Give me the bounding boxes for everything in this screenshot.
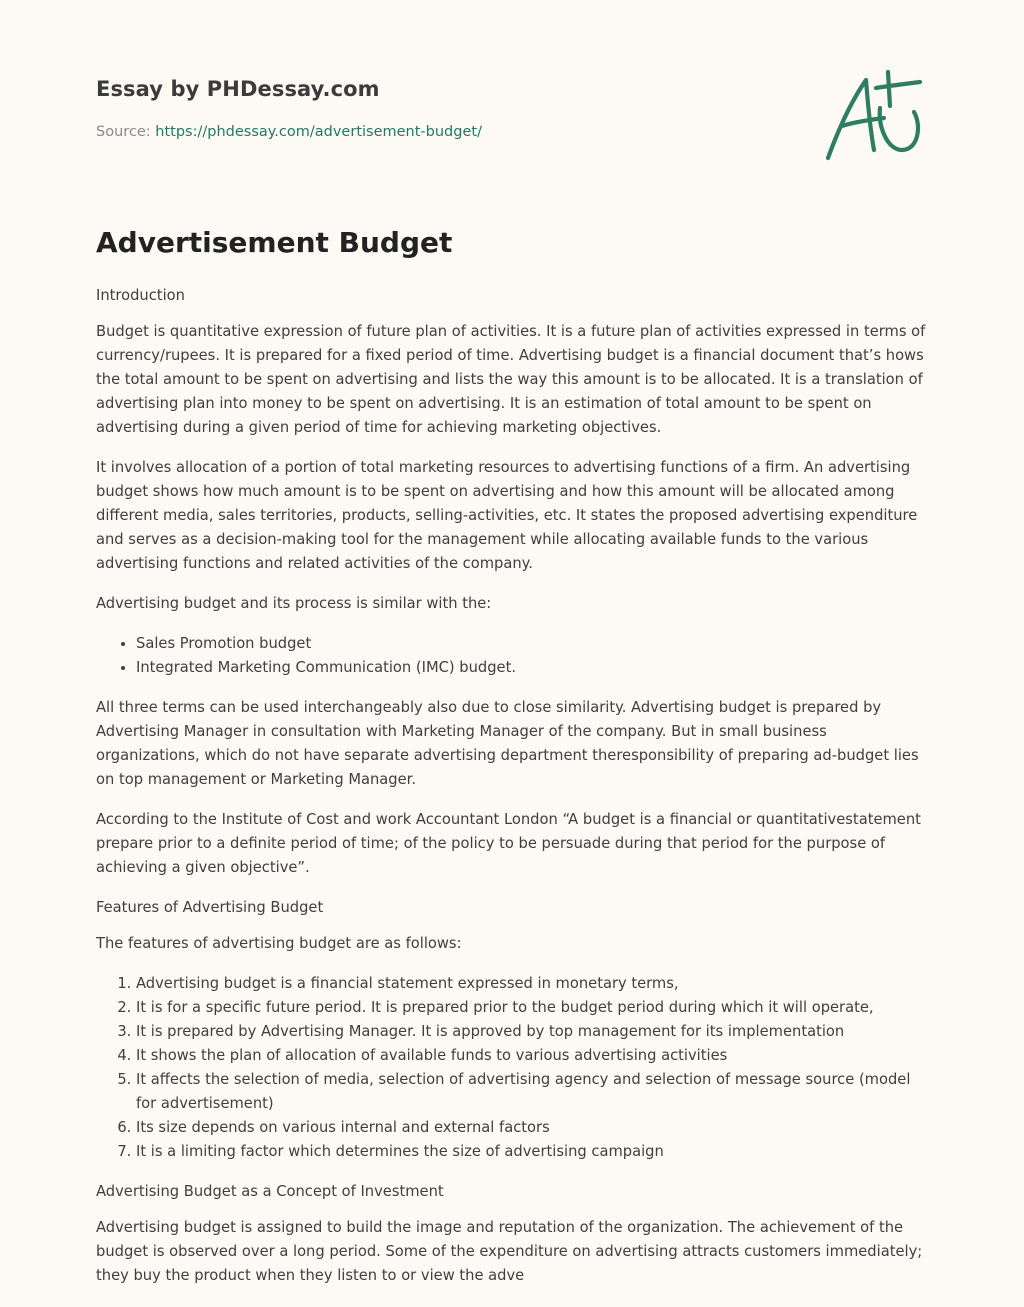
source-link[interactable]: https://phdessay.com/advertisement-budget/ (155, 124, 482, 140)
paragraph: According to the Institute of Cost and work Accountant London “A budget is a financial or quantitativestatement prepare prior to a definite period of time; of the policy to be persuade during that period for the purpose of achieving a given objective”. (96, 811, 921, 876)
paragraph: Advertising budget and its process is similar with the: (96, 595, 492, 612)
list-item: • Sales Promotion budget (136, 632, 930, 656)
paragraph: Budget is quantitative expression of future plan of activities. It is a future plan of activities expressed in terms of currency/rupees. It is prepared for a fixed period of time. Advertising budget is a financial document that’s hows the total amount to be spent on advertising and lists the way this amount is to be allocated. It is a translation of advertising plan into money to be spent on advertising. It is an estimation of total amount to be spent on advertising during a given period of time for achieving marketing objectives. (96, 323, 926, 436)
features-heading: Features of Advertising Budget (96, 899, 324, 916)
paragraph: Advertising budget is assigned to build the image and reputation of the organization. The achievement of the budget is observed over a long period. Some of the expenditure on advertising attracts customers immediately; they buy the product when they listen to or view the adve (96, 1219, 923, 1284)
list-item: 3. It is prepared by Advertising Manager. It is approved by top management for its implementation (136, 1020, 930, 1044)
investment-heading: Advertising Budget as a Concept of Investment (96, 1183, 444, 1200)
list-item: 7. It is a limiting factor which determines the size of advertising campaign (136, 1140, 930, 1164)
essay-page (96, 0, 930, 1284)
source-label: Source: (96, 124, 156, 140)
page-header (96, 0, 930, 259)
intro-heading: Introduction (96, 287, 185, 304)
similar-budgets-list (96, 632, 930, 680)
article-body (96, 284, 930, 1304)
article-title: Advertisement Budget (96, 226, 453, 259)
features-list (96, 972, 930, 1164)
source-line (96, 124, 482, 140)
list-item: 5. It affects the selection of media, selection of advertising agency and selection of message source (model for advertisement) (136, 1068, 930, 1116)
site-title: Essay by PHDessay.com (96, 77, 380, 101)
list-item: 2. It is for a specific future period. It is prepared prior to the budget period during which it will operate, (136, 996, 930, 1020)
paragraph: All three terms can be used interchangeably also due to close similarity. Advertising budget is prepared by Advertising Manager in consultation with Marketing Manager of the company. But in small business organizations, which do not have separate advertising department theresponsibility of preparing ad-budget lies on top management or Marketing Manager. (96, 699, 919, 788)
list-item: 6. Its size depends on various internal and external factors (136, 1116, 930, 1140)
list-item: 4. It shows the plan of allocation of available funds to various advertising activities (136, 1044, 930, 1068)
paragraph: The features of advertising budget are as follows: (96, 935, 462, 952)
a-plus-logo-icon (818, 66, 928, 166)
list-item: • Integrated Marketing Communication (IMC) budget. (136, 656, 930, 680)
paragraph: It involves allocation of a portion of total marketing resources to advertising functions of a firm. An advertising budget shows how much amount is to be spent on advertising and how this amount will be allocated among different media, sales territories, products, selling-activities, etc. It states the proposed advertising expenditure and serves as a decision-making tool for the management while allocating available funds to the various advertising functions and related activities of the company. (96, 459, 918, 572)
list-item: 1. Advertising budget is a financial statement expressed in monetary terms, (136, 972, 930, 996)
